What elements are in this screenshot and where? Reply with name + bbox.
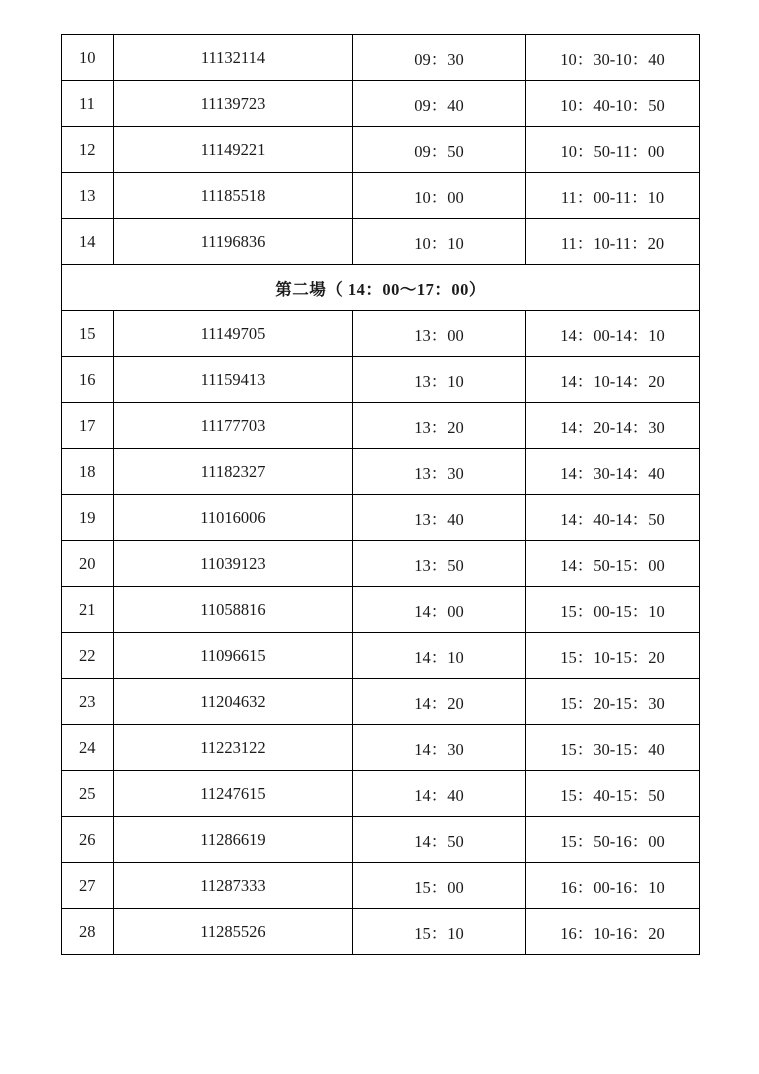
- interview-slot: 14：00-14：10: [526, 311, 700, 357]
- candidate-id: 11223122: [114, 725, 353, 771]
- row-number: 22: [62, 633, 114, 679]
- report-time: 14：20: [353, 679, 526, 725]
- row-number: 25: [62, 771, 114, 817]
- row-number: 19: [62, 495, 114, 541]
- interview-slot: 14：40-14：50: [526, 495, 700, 541]
- table-row: [62, 357, 700, 403]
- candidate-id: 11058816: [114, 587, 353, 633]
- interview-slot: 11：10-11：20: [526, 219, 700, 265]
- candidate-id: 11287333: [114, 863, 353, 909]
- table-row: [62, 633, 700, 679]
- table-row: [62, 403, 700, 449]
- table-row: [62, 81, 700, 127]
- candidate-id: 11139723: [114, 81, 353, 127]
- row-number: 18: [62, 449, 114, 495]
- interview-slot: 15：20-15：30: [526, 679, 700, 725]
- interview-slot: 14：30-14：40: [526, 449, 700, 495]
- candidate-id: 11286619: [114, 817, 353, 863]
- interview-slot: 11：00-11：10: [526, 173, 700, 219]
- row-number: 24: [62, 725, 114, 771]
- table-row: [62, 725, 700, 771]
- candidate-id: 11177703: [114, 403, 353, 449]
- row-number: 12: [62, 127, 114, 173]
- row-number: 28: [62, 909, 114, 955]
- row-number: 11: [62, 81, 114, 127]
- row-number: 10: [62, 35, 114, 81]
- table-row: [62, 587, 700, 633]
- row-number: 27: [62, 863, 114, 909]
- table-row: [62, 449, 700, 495]
- interview-slot: 14：20-14：30: [526, 403, 700, 449]
- row-number: 14: [62, 219, 114, 265]
- report-time: 13：30: [353, 449, 526, 495]
- report-time: 14：30: [353, 725, 526, 771]
- report-time: 14：40: [353, 771, 526, 817]
- report-time: 13：10: [353, 357, 526, 403]
- interview-slot: 15：00-15：10: [526, 587, 700, 633]
- interview-slot: 10：50-11：00: [526, 127, 700, 173]
- row-number: 15: [62, 311, 114, 357]
- interview-slot: 10：30-10：40: [526, 35, 700, 81]
- report-time: 13：40: [353, 495, 526, 541]
- candidate-id: 11149221: [114, 127, 353, 173]
- candidate-id: 11132114: [114, 35, 353, 81]
- report-time: 14：10: [353, 633, 526, 679]
- report-time: 14：00: [353, 587, 526, 633]
- report-time: 10：00: [353, 173, 526, 219]
- report-time: 09：50: [353, 127, 526, 173]
- interview-slot: 15：50-16：00: [526, 817, 700, 863]
- candidate-id: 11196836: [114, 219, 353, 265]
- candidate-id: 11016006: [114, 495, 353, 541]
- candidate-id: 11149705: [114, 311, 353, 357]
- report-time: 13：50: [353, 541, 526, 587]
- table-row: [62, 679, 700, 725]
- table-row: [62, 311, 700, 357]
- interview-slot: 15：30-15：40: [526, 725, 700, 771]
- interview-slot: 15：10-15：20: [526, 633, 700, 679]
- report-time: 15：00: [353, 863, 526, 909]
- table-row: [62, 127, 700, 173]
- interview-slot: 16：10-16：20: [526, 909, 700, 955]
- interview-slot: 14：50-15：00: [526, 541, 700, 587]
- section-header-row: [62, 265, 700, 311]
- report-time: 09：30: [353, 35, 526, 81]
- report-time: 13：00: [353, 311, 526, 357]
- candidate-id: 11247615: [114, 771, 353, 817]
- row-number: 17: [62, 403, 114, 449]
- interview-slot: 15：40-15：50: [526, 771, 700, 817]
- row-number: 21: [62, 587, 114, 633]
- report-time: 14：50: [353, 817, 526, 863]
- report-time: 13：20: [353, 403, 526, 449]
- table-row: [62, 495, 700, 541]
- interview-slot: 10：40-10：50: [526, 81, 700, 127]
- report-time: 10：10: [353, 219, 526, 265]
- report-time: 09：40: [353, 81, 526, 127]
- interview-schedule-table: [61, 34, 700, 955]
- candidate-id: 11204632: [114, 679, 353, 725]
- candidate-id: 11096615: [114, 633, 353, 679]
- row-number: 20: [62, 541, 114, 587]
- report-time: 15：10: [353, 909, 526, 955]
- interview-slot: 16：00-16：10: [526, 863, 700, 909]
- candidate-id: 11285526: [114, 909, 353, 955]
- session-two-header: 第二場（ 14：00～17：00）: [62, 265, 700, 311]
- candidate-id: 11182327: [114, 449, 353, 495]
- row-number: 26: [62, 817, 114, 863]
- table-row: [62, 541, 700, 587]
- table-row: [62, 35, 700, 81]
- table-row: [62, 863, 700, 909]
- row-number: 13: [62, 173, 114, 219]
- interview-slot: 14：10-14：20: [526, 357, 700, 403]
- table-row: [62, 817, 700, 863]
- row-number: 16: [62, 357, 114, 403]
- table-row: [62, 771, 700, 817]
- table-row: [62, 909, 700, 955]
- candidate-id: 11185518: [114, 173, 353, 219]
- table-row: [62, 219, 700, 265]
- candidate-id: 11159413: [114, 357, 353, 403]
- schedule-table-body: [62, 35, 700, 955]
- row-number: 23: [62, 679, 114, 725]
- table-row: [62, 173, 700, 219]
- candidate-id: 11039123: [114, 541, 353, 587]
